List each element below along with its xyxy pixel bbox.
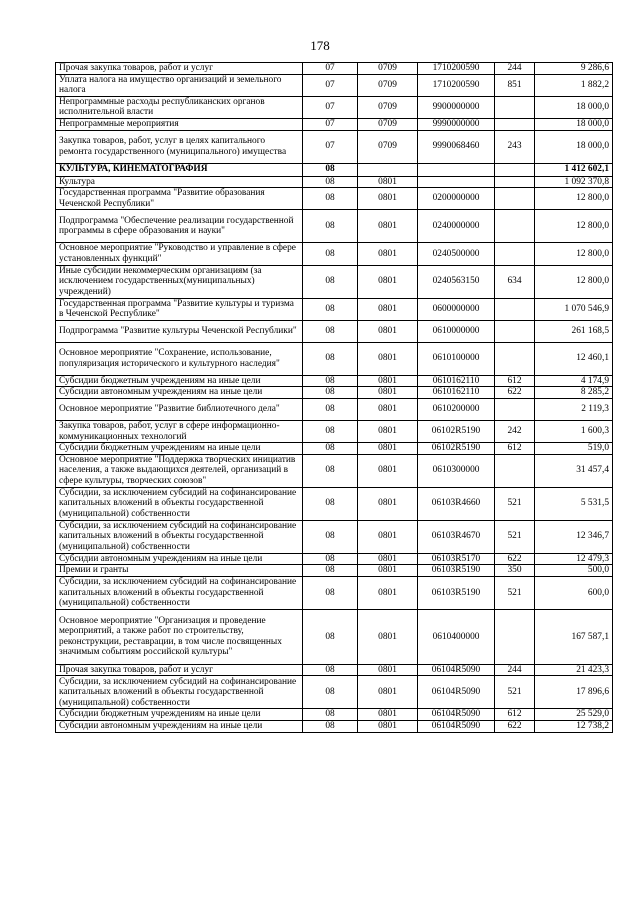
row-expense-type: 612 xyxy=(495,375,535,387)
budget-table-body xyxy=(56,63,613,733)
row-amount: 17 896,6 xyxy=(535,676,613,709)
row-subsection: 0801 xyxy=(358,609,418,664)
row-expense-type: 851 xyxy=(495,74,535,96)
row-target-item: 0240000000 xyxy=(418,210,495,243)
row-expense-type: 243 xyxy=(495,130,535,163)
table-row xyxy=(56,163,613,176)
row-amount: 1 070 546,9 xyxy=(535,298,613,320)
row-name: Субсидии автономным учреждениям на иные цели xyxy=(56,553,303,565)
row-target-item: 0200000000 xyxy=(418,188,495,210)
row-target-item xyxy=(418,176,495,188)
row-amount: 1 882,2 xyxy=(535,74,613,96)
row-section: 07 xyxy=(303,130,358,163)
row-subsection: 0709 xyxy=(358,118,418,130)
table-row xyxy=(56,176,613,188)
table-row xyxy=(56,576,613,609)
row-amount: 12 479,3 xyxy=(535,553,613,565)
row-target-item: 06104R5090 xyxy=(418,676,495,709)
row-expense-type: 521 xyxy=(495,487,535,520)
row-section: 08 xyxy=(303,443,358,455)
row-amount: 519,0 xyxy=(535,443,613,455)
table-row xyxy=(56,243,613,265)
row-section: 08 xyxy=(303,243,358,265)
table-row xyxy=(56,487,613,520)
row-name: Субсидии бюджетным учреждениям на иные цели xyxy=(56,375,303,387)
row-target-item: 06104R5090 xyxy=(418,721,495,733)
row-section: 07 xyxy=(303,118,358,130)
row-subsection: 0801 xyxy=(358,243,418,265)
row-amount: 2 119,3 xyxy=(535,398,613,420)
row-target-item: 9990068460 xyxy=(418,130,495,163)
row-target-item: 06103R5190 xyxy=(418,576,495,609)
row-name: Государственная программа "Развитие культуры и туризма в Чеченской Республике" xyxy=(56,298,303,320)
row-section: 08 xyxy=(303,454,358,487)
row-subsection: 0801 xyxy=(358,188,418,210)
table-row xyxy=(56,664,613,676)
row-section: 08 xyxy=(303,265,358,298)
row-subsection: 0801 xyxy=(358,454,418,487)
row-subsection: 0709 xyxy=(358,130,418,163)
row-name: Культура xyxy=(56,176,303,188)
row-target-item: 06102R5190 xyxy=(418,420,495,442)
row-section: 08 xyxy=(303,721,358,733)
row-expense-type: 244 xyxy=(495,63,535,75)
row-name: Основное мероприятие "Поддержка творческих инициатив населения, а также выдающихся деятелей, организаций в сфере культуры, творческих союзов" xyxy=(56,454,303,487)
row-subsection: 0801 xyxy=(358,298,418,320)
row-name: Субсидии, за исключением субсидий на софинансирование капитальных вложений в объекты государственной (муниципальной) собственности xyxy=(56,520,303,553)
row-section: 08 xyxy=(303,709,358,721)
row-amount: 4 174,9 xyxy=(535,375,613,387)
row-name: Закупка товаров, работ, услуг в целях капитального ремонта государственного (муниципального) имущества xyxy=(56,130,303,163)
row-target-item: 06103R4660 xyxy=(418,487,495,520)
table-row xyxy=(56,210,613,243)
row-amount: 261 168,5 xyxy=(535,320,613,342)
table-row xyxy=(56,63,613,75)
table-row xyxy=(56,420,613,442)
row-section: 08 xyxy=(303,387,358,399)
row-name: Подпрограмма "Обеспечение реализации государственной программы в сфере образования и науки" xyxy=(56,210,303,243)
table-row xyxy=(56,709,613,721)
row-amount: 18 000,0 xyxy=(535,96,613,118)
row-name: Субсидии автономным учреждениям на иные цели xyxy=(56,721,303,733)
row-target-item: 0240563150 xyxy=(418,265,495,298)
row-section: 08 xyxy=(303,576,358,609)
row-name: Государственная программа "Развитие образования Чеченской Республики" xyxy=(56,188,303,210)
row-target-item: 06103R4670 xyxy=(418,520,495,553)
row-expense-type xyxy=(495,176,535,188)
row-amount: 12 738,2 xyxy=(535,721,613,733)
row-expense-type xyxy=(495,454,535,487)
row-amount: 21 423,3 xyxy=(535,664,613,676)
row-name: Непрограммные расходы республиканских органов исполнительной власти xyxy=(56,96,303,118)
row-subsection: 0709 xyxy=(358,74,418,96)
row-subsection: 0801 xyxy=(358,443,418,455)
row-amount: 18 000,0 xyxy=(535,118,613,130)
row-subsection xyxy=(358,163,418,176)
row-section: 08 xyxy=(303,676,358,709)
row-amount: 12 800,0 xyxy=(535,265,613,298)
row-section: 08 xyxy=(303,176,358,188)
row-target-item: 0610162110 xyxy=(418,387,495,399)
budget-table xyxy=(55,62,613,733)
row-expense-type: 244 xyxy=(495,664,535,676)
row-subsection: 0801 xyxy=(358,520,418,553)
row-subsection: 0801 xyxy=(358,320,418,342)
row-amount: 12 800,0 xyxy=(535,188,613,210)
row-expense-type: 242 xyxy=(495,420,535,442)
row-amount: 600,0 xyxy=(535,576,613,609)
row-name: Субсидии, за исключением субсидий на софинансирование капитальных вложений в объекты государственной (муниципальной) собственности xyxy=(56,487,303,520)
row-subsection: 0801 xyxy=(358,721,418,733)
row-subsection: 0801 xyxy=(358,553,418,565)
row-target-item: 06103R5170 xyxy=(418,553,495,565)
row-name: Основное мероприятие "Развитие библиотечного дела" xyxy=(56,398,303,420)
row-subsection: 0801 xyxy=(358,709,418,721)
row-expense-type: 612 xyxy=(495,443,535,455)
row-name: Субсидии, за исключением субсидий на софинансирование капитальных вложений в объекты государственной (муниципальной) собственности xyxy=(56,576,303,609)
row-target-item: 1710200590 xyxy=(418,74,495,96)
table-row xyxy=(56,320,613,342)
row-expense-type: 622 xyxy=(495,553,535,565)
row-name: Иные субсидии некоммерческим организациям (за исключением государственных(муниципальных) учреждений) xyxy=(56,265,303,298)
row-expense-type xyxy=(495,163,535,176)
row-name: КУЛЬТУРА, КИНЕМАТОГРАФИЯ xyxy=(56,163,303,176)
row-subsection: 0801 xyxy=(358,176,418,188)
row-amount: 1 412 602,1 xyxy=(535,163,613,176)
row-name: Премии и гранты xyxy=(56,565,303,577)
row-expense-type xyxy=(495,398,535,420)
table-row xyxy=(56,443,613,455)
row-target-item: 0610300000 xyxy=(418,454,495,487)
row-expense-type: 521 xyxy=(495,576,535,609)
row-target-item: 06102R5190 xyxy=(418,443,495,455)
table-row xyxy=(56,342,613,375)
row-expense-type: 622 xyxy=(495,721,535,733)
row-amount: 12 346,7 xyxy=(535,520,613,553)
row-amount: 9 286,6 xyxy=(535,63,613,75)
row-name: Основное мероприятие "Сохранение, использование, популяризация исторического и культурного наследия" xyxy=(56,342,303,375)
row-expense-type xyxy=(495,342,535,375)
table-row xyxy=(56,520,613,553)
table-row xyxy=(56,565,613,577)
row-expense-type xyxy=(495,320,535,342)
row-expense-type: 612 xyxy=(495,709,535,721)
row-name: Основное мероприятие "Организация и проведение мероприятий, а также работ по строительству, реконструкции, реставрации, в том числе посвященных значимым событиям российской культуры" xyxy=(56,609,303,664)
row-amount: 500,0 xyxy=(535,565,613,577)
row-target-item: 0240500000 xyxy=(418,243,495,265)
row-section: 08 xyxy=(303,520,358,553)
row-section: 08 xyxy=(303,375,358,387)
table-row xyxy=(56,130,613,163)
table-row xyxy=(56,721,613,733)
row-subsection: 0801 xyxy=(358,664,418,676)
table-row xyxy=(56,375,613,387)
row-expense-type xyxy=(495,210,535,243)
row-subsection: 0801 xyxy=(358,375,418,387)
row-name: Субсидии автономным учреждениям на иные цели xyxy=(56,387,303,399)
row-name: Субсидии, за исключением субсидий на софинансирование капитальных вложений в объекты государственной (муниципальной) собственности xyxy=(56,676,303,709)
table-row xyxy=(56,398,613,420)
row-section: 08 xyxy=(303,553,358,565)
row-expense-type xyxy=(495,609,535,664)
table-row xyxy=(56,118,613,130)
table-row xyxy=(56,188,613,210)
row-target-item: 06104R5090 xyxy=(418,709,495,721)
row-amount: 1 600,3 xyxy=(535,420,613,442)
row-name: Субсидии бюджетным учреждениям на иные цели xyxy=(56,709,303,721)
row-section: 08 xyxy=(303,398,358,420)
row-section: 08 xyxy=(303,565,358,577)
row-section: 07 xyxy=(303,74,358,96)
row-expense-type xyxy=(495,96,535,118)
row-target-item: 9990000000 xyxy=(418,118,495,130)
row-name: Субсидии бюджетным учреждениям на иные цели xyxy=(56,443,303,455)
row-amount: 18 000,0 xyxy=(535,130,613,163)
row-amount: 167 587,1 xyxy=(535,609,613,664)
row-subsection: 0801 xyxy=(358,487,418,520)
row-expense-type: 622 xyxy=(495,387,535,399)
row-section: 08 xyxy=(303,298,358,320)
table-row xyxy=(56,74,613,96)
row-subsection: 0709 xyxy=(358,96,418,118)
row-section: 08 xyxy=(303,210,358,243)
row-amount: 5 531,5 xyxy=(535,487,613,520)
table-row xyxy=(56,609,613,664)
row-target-item: 1710200590 xyxy=(418,63,495,75)
row-subsection: 0801 xyxy=(358,387,418,399)
row-name: Непрограммные мероприятия xyxy=(56,118,303,130)
row-target-item: 9900000000 xyxy=(418,96,495,118)
row-subsection: 0801 xyxy=(358,398,418,420)
row-amount: 12 460,1 xyxy=(535,342,613,375)
row-target-item: 0610100000 xyxy=(418,342,495,375)
row-subsection: 0801 xyxy=(358,420,418,442)
table-row xyxy=(56,676,613,709)
row-name: Прочая закупка товаров, работ и услуг xyxy=(56,63,303,75)
row-target-item: 0610400000 xyxy=(418,609,495,664)
row-target-item: 0610000000 xyxy=(418,320,495,342)
row-subsection: 0801 xyxy=(358,676,418,709)
row-amount: 31 457,4 xyxy=(535,454,613,487)
table-row xyxy=(56,96,613,118)
row-amount: 1 092 370,8 xyxy=(535,176,613,188)
row-name: Уплата налога на имущество организаций и земельного налога xyxy=(56,74,303,96)
row-section: 08 xyxy=(303,609,358,664)
row-subsection: 0801 xyxy=(358,265,418,298)
row-section: 08 xyxy=(303,163,358,176)
row-section: 08 xyxy=(303,320,358,342)
row-subsection: 0709 xyxy=(358,63,418,75)
row-subsection: 0801 xyxy=(358,210,418,243)
row-target-item: 0610200000 xyxy=(418,398,495,420)
row-target-item xyxy=(418,163,495,176)
row-expense-type: 521 xyxy=(495,676,535,709)
row-name: Прочая закупка товаров, работ и услуг xyxy=(56,664,303,676)
row-subsection: 0801 xyxy=(358,576,418,609)
row-section: 07 xyxy=(303,63,358,75)
table-row xyxy=(56,387,613,399)
row-subsection: 0801 xyxy=(358,565,418,577)
table-row xyxy=(56,454,613,487)
row-subsection: 0801 xyxy=(358,342,418,375)
row-section: 08 xyxy=(303,342,358,375)
row-expense-type: 521 xyxy=(495,520,535,553)
row-name: Подпрограмма "Развитие культуры Чеченской Республики" xyxy=(56,320,303,342)
row-section: 08 xyxy=(303,188,358,210)
table-row xyxy=(56,265,613,298)
table-row xyxy=(56,298,613,320)
row-expense-type xyxy=(495,188,535,210)
page-number: 178 xyxy=(310,38,330,53)
row-section: 08 xyxy=(303,664,358,676)
row-name: Закупка товаров, работ, услуг в сфере информационно-коммуникационных технологий xyxy=(56,420,303,442)
row-target-item: 06104R5090 xyxy=(418,664,495,676)
row-amount: 25 529,0 xyxy=(535,709,613,721)
row-expense-type xyxy=(495,118,535,130)
row-section: 08 xyxy=(303,487,358,520)
row-target-item: 0610162110 xyxy=(418,375,495,387)
row-section: 07 xyxy=(303,96,358,118)
row-section: 08 xyxy=(303,420,358,442)
row-amount: 8 285,2 xyxy=(535,387,613,399)
row-expense-type xyxy=(495,243,535,265)
row-expense-type: 634 xyxy=(495,265,535,298)
row-target-item: 0600000000 xyxy=(418,298,495,320)
table-row xyxy=(56,553,613,565)
row-expense-type: 350 xyxy=(495,565,535,577)
row-amount: 12 800,0 xyxy=(535,210,613,243)
row-target-item: 06103R5190 xyxy=(418,565,495,577)
row-name: Основное мероприятие "Руководство и управление в сфере установленных функций" xyxy=(56,243,303,265)
row-expense-type xyxy=(495,298,535,320)
row-amount: 12 800,0 xyxy=(535,243,613,265)
